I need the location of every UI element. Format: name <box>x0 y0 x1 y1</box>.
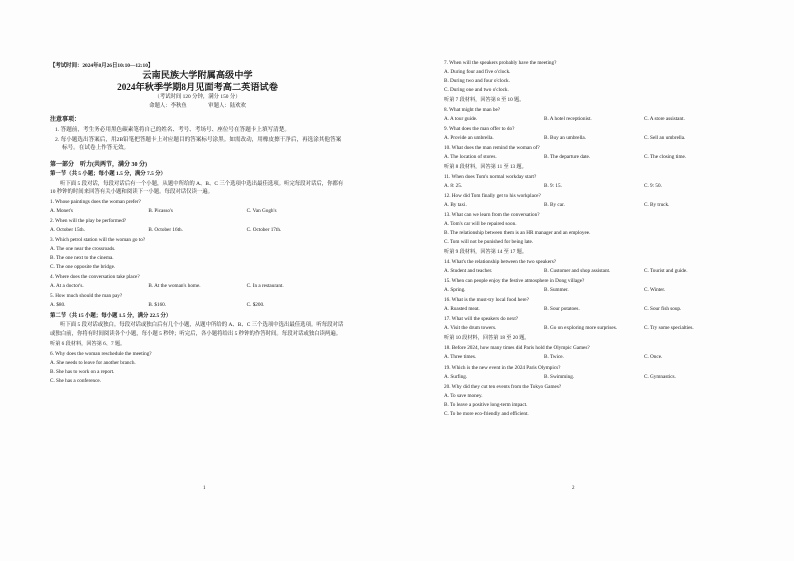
option: A. Visit the drum towers. <box>444 325 497 332</box>
option: A. Monet's <box>50 207 73 214</box>
option: B. A hotel receptionist. <box>544 116 592 123</box>
option: C. Gymnastics. <box>644 373 676 380</box>
option: A. She needs to leave for another branch. <box>50 359 136 366</box>
question: 2. When will the play be performed? <box>50 217 127 224</box>
question: 7. When will the speakers probably have the meeting? <box>444 60 557 66</box>
option: B. By car. <box>544 202 565 209</box>
option: A. The one near the crossroads. <box>50 246 116 252</box>
material-note: 听第 8 段材料，回答第 11 至 13 题。 <box>444 164 527 171</box>
options-row <box>444 287 744 294</box>
options-row <box>444 325 744 332</box>
option: A. By taxi. <box>444 202 467 209</box>
option: C. To be more eco-friendly and efficient. <box>444 410 529 417</box>
option: B. At the woman's home. <box>148 283 201 290</box>
question: 17. What will the speakers do next? <box>444 316 519 323</box>
option: A. A tour guide. <box>444 116 478 123</box>
exam-staff <box>50 103 345 110</box>
option: A. To save money. <box>444 392 483 399</box>
options-row <box>444 183 744 190</box>
option: C. Van Gogh's <box>246 207 277 214</box>
exam-time: 【考试时间：2024年8月26日10:10—12:10】 <box>50 63 154 69</box>
options-row <box>50 283 345 290</box>
option: C. 9: 50. <box>644 183 662 190</box>
option: B. The one next to the cinema. <box>50 255 114 262</box>
options-row <box>444 374 744 381</box>
right-column <box>444 60 744 418</box>
option: A. Provide an umbrella. <box>444 135 494 142</box>
question: 6. Why does the woman reschedule the meeting? <box>50 350 152 357</box>
question: 15. When can people enjoy the festive atmosphere in Dong village? <box>444 278 585 285</box>
option: C. Sell an umbrella. <box>644 135 686 142</box>
option: B. Swimming. <box>544 373 575 380</box>
option: A. Three times. <box>444 354 477 361</box>
options-row <box>444 306 744 313</box>
option: C. Try some specialties. <box>644 325 694 332</box>
question: 19. Which is the new event in the 2024 Paris Olympics? <box>444 364 561 371</box>
exam-duration: （考试时间 120 分钟，满分 150 分） <box>154 94 241 101</box>
question: 3. Which petrol station will the woman go to? <box>50 236 146 243</box>
question: 12. How did Tom finally get to his workplace? <box>444 193 541 200</box>
option: C. $200. <box>246 302 265 309</box>
question: 11. When does Tom's normal workday start? <box>444 174 537 181</box>
option: B. Twice. <box>544 354 564 361</box>
section-title: 第一节（共 5 小题；每小题 1.5 分，满分 7.5 分） <box>50 171 166 178</box>
option: C. In a restaurant. <box>246 283 284 290</box>
question: 8. What might the man be? <box>444 107 501 114</box>
option: A. October 15th. <box>50 226 85 233</box>
option: B. Buy an umbrella. <box>544 135 586 142</box>
question-setter: 命题人：李秋鱼 <box>149 102 187 109</box>
material-note: 听第 10 段材料，回答第 18 至 20 题。 <box>444 335 530 342</box>
options-row <box>50 302 345 309</box>
option: C. The one opposite the bridge. <box>50 264 116 271</box>
part-title: 第一部分 听力(共两节，满分 30 分) <box>50 162 147 169</box>
option: B. October 16th. <box>148 226 183 233</box>
option: C. Winter. <box>644 287 666 294</box>
options-row <box>444 135 744 142</box>
option: C. The closing time. <box>644 154 687 161</box>
reviewer: 审题人：陆欢欢 <box>208 102 246 109</box>
option: B. $160. <box>148 302 167 309</box>
options-row <box>444 268 744 275</box>
option: C. Tourist and guide. <box>644 268 688 275</box>
option: B. The relationship between them is an HR manager and an employee. <box>444 230 591 237</box>
options-row <box>50 227 345 234</box>
option: B. Go on exploring more surprises. <box>544 325 618 332</box>
option: B. Summer. <box>544 287 569 294</box>
section-title: 第二节（共 15 小题；每小题 1.5 分，满分 22.5 分） <box>50 313 172 320</box>
option: C. A store assistant. <box>644 116 685 123</box>
left-column <box>50 63 345 385</box>
options-row <box>444 154 744 161</box>
notice-title: 注意事项： <box>50 116 81 123</box>
option: A. Surfing. <box>444 373 468 380</box>
section-directions: 听下面 5 段对话或独白。每段对话或独白后有几个小题，从题中所给的 A、B、C 三个选项中选出最佳选项。听每段对话或独白前，你将有时间阅读各个小题，每小题 5 秒钟；听完后，各小题将给出 5 秒钟的作答时间。每段对话或独白读两遍。 <box>50 322 344 337</box>
question: 9. What does the man offer to do? <box>444 126 515 133</box>
option: A. Roasted meat. <box>444 306 480 313</box>
option: A. Student and teacher. <box>444 268 493 275</box>
option: C. October 17th. <box>246 226 282 233</box>
option: A. The location of stores. <box>444 154 497 161</box>
option: B. Picasso's <box>148 207 173 214</box>
option: A. At a doctor's. <box>50 283 84 290</box>
question: 10. What does the man remind the woman of? <box>444 145 540 152</box>
question: 18. Before 2024, how many times did Paris hold the Olympic Games? <box>444 345 590 352</box>
question: 5. How much should the man pay? <box>50 293 123 300</box>
question: 13. What can we learn from the conversation? <box>444 212 540 219</box>
notice-item: 2. 每小题选出答案后，用2B铅笔把答题卡上对应题目的答案标号涂黑。如需改动，用橡皮擦干净后，再选涂其他答案标号。在试卷上作答无效。 <box>55 137 342 152</box>
material-note: 听第 6 段材料，回答第 6、7 题。 <box>50 340 126 347</box>
option: B. She has to work on a report. <box>50 368 115 375</box>
option: B. Customer and shop assistant. <box>544 268 611 275</box>
material-note: 听第 9 段材料，回答第 14 至 17 题。 <box>444 249 528 256</box>
options-row <box>444 116 744 123</box>
option: C. Sour fish soup. <box>644 306 682 313</box>
section-directions: 听下面 5 段对话，每段对话后有一个小题，从题中所给的 A、B、C 三个选项中选出最佳选项。听完每段对话后，你都有 10 秒钟的时间来回答有关小题和阅读下一小题。每段对话仅读一遍。 <box>50 180 344 195</box>
exam-title: 2024年秋季学期8月见面考高二英语试卷 <box>117 81 278 92</box>
option: A. $80. <box>50 302 66 309</box>
options-row <box>50 208 345 215</box>
option: B. The departure date. <box>544 154 591 161</box>
option: A. During four and five o'clock. <box>444 69 511 76</box>
option: C. During one and two o'clock. <box>444 87 509 94</box>
school-title: 云南民族大学附属高级中学 <box>142 70 253 81</box>
option: A. Tom's car will be repaired soon. <box>444 221 517 228</box>
material-note: 听第 7 段材料，回答第 8 至 10 题。 <box>444 97 525 104</box>
options-row <box>444 354 744 361</box>
question: 4. Where does the conversation take place? <box>50 274 140 281</box>
question: 1. Whose paintings does the woman prefer? <box>50 198 141 205</box>
question: 16. What is the must-try local food here? <box>444 297 529 304</box>
question: 14. What's the relationship between the two speakers? <box>444 259 557 266</box>
page-number: 1 <box>203 486 206 491</box>
option: B. 9: 15. <box>544 183 562 190</box>
option: B. To leave a positive long-term impact. <box>444 401 528 408</box>
option: B. Sour potatoes. <box>544 306 580 313</box>
option: A. 8: 25. <box>444 183 463 190</box>
option: B. During two and four o'clock. <box>444 78 510 85</box>
options-row <box>444 202 744 209</box>
option: A. Spring. <box>444 287 466 294</box>
notice-item: 1. 答题前，考生务必用黑色碳素笔将自己的姓名、考号、考场号、座位号在答题卡上填写清楚。 <box>55 126 290 133</box>
option: C. She has a conference. <box>50 377 101 384</box>
option: C. Tom will not be punished for being late. <box>444 239 534 246</box>
question: 20. Why did they cut ten events from the Tokyo Games? <box>444 383 562 390</box>
option: C. By truck. <box>644 202 670 209</box>
option: C. Once. <box>644 354 663 361</box>
page-number: 2 <box>572 486 575 491</box>
